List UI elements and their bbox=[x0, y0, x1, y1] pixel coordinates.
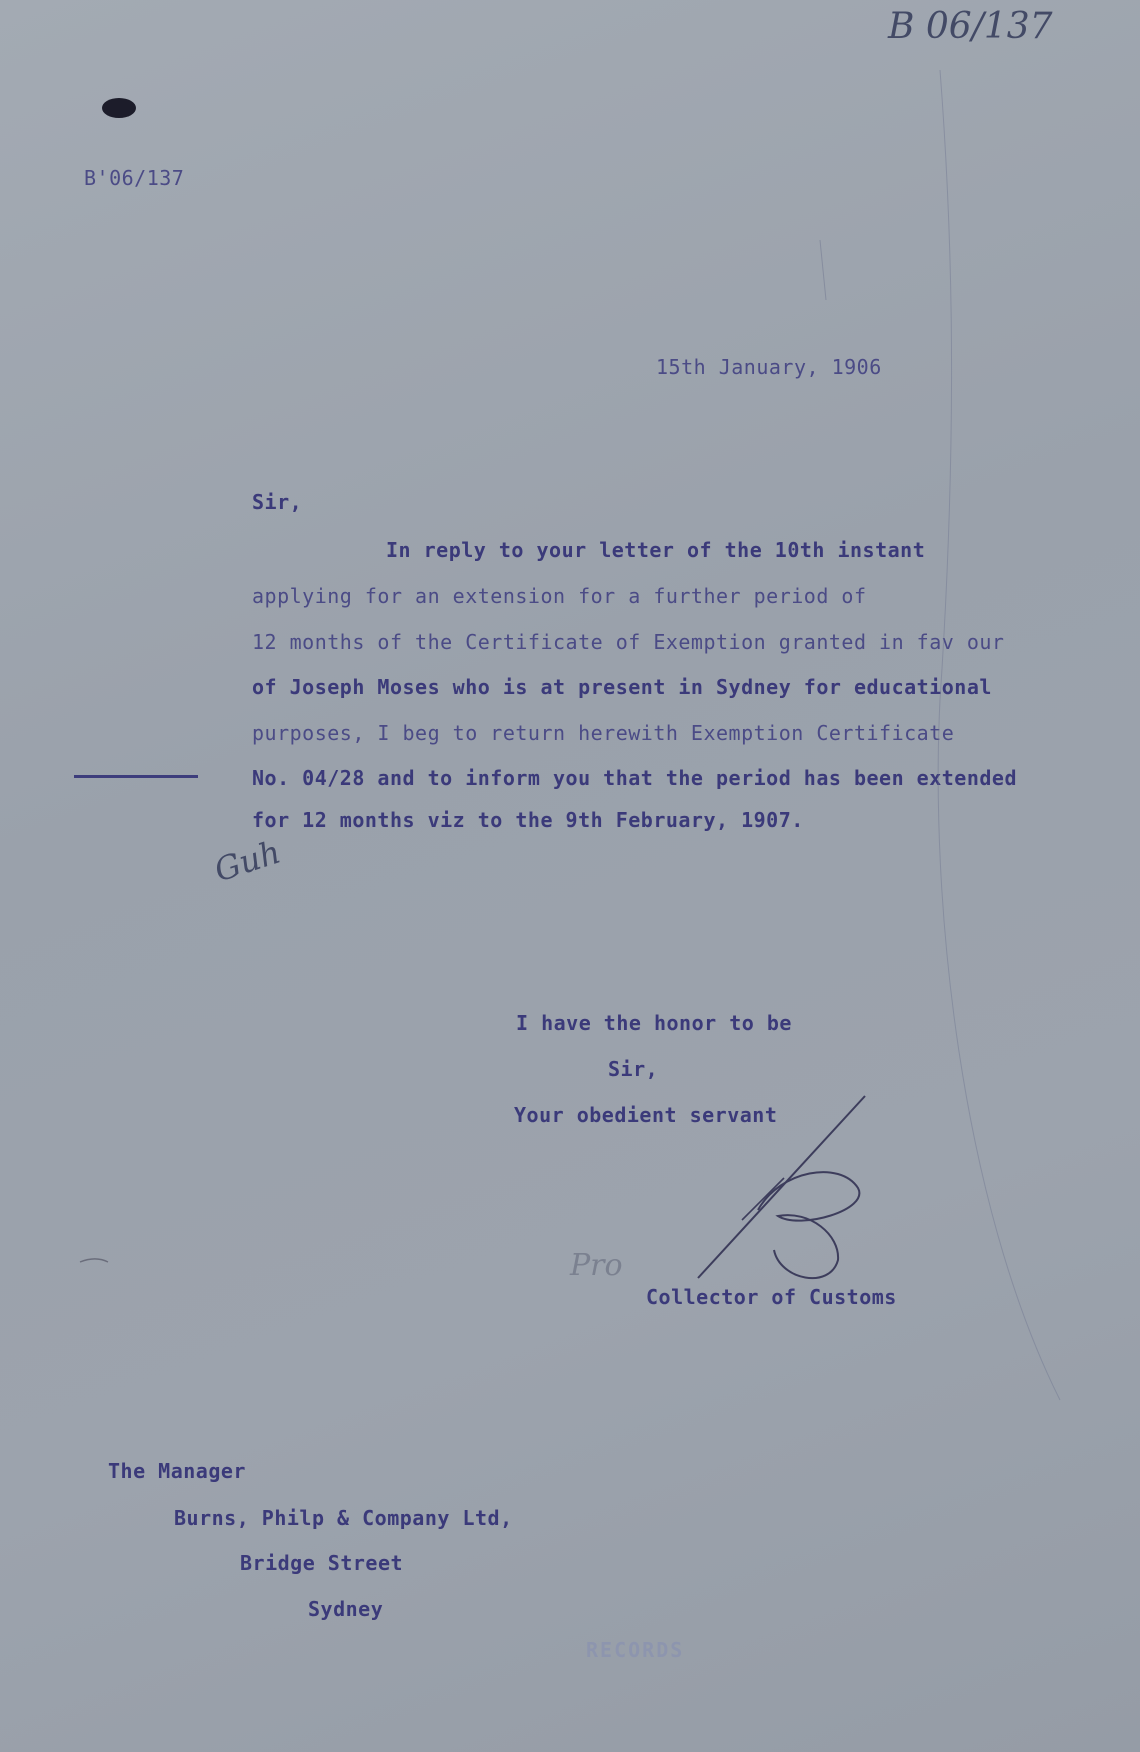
closing-line-1: I have the honor to be bbox=[516, 1011, 792, 1035]
body-line: No. 04/28 and to inform you that the period has been extended bbox=[252, 766, 1018, 790]
handwritten-initials: Guh bbox=[209, 832, 286, 890]
address-line-3: Bridge Street bbox=[240, 1551, 404, 1575]
file-reference: B'06/137 bbox=[84, 166, 185, 190]
signatory-title: Collector of Customs bbox=[646, 1285, 897, 1309]
body-line: In reply to your letter of the 10th instant bbox=[386, 538, 926, 562]
address-line-4: Sydney bbox=[308, 1597, 384, 1621]
body-line: applying for an extension for a further period of bbox=[252, 584, 867, 608]
letter-date: 15th January, 1906 bbox=[656, 355, 882, 379]
address-line-1: The Manager bbox=[108, 1459, 246, 1483]
closing-line-3: Your obedient servant bbox=[514, 1103, 778, 1127]
body-line: 12 months of the Certificate of Exemption granted in fav our bbox=[252, 630, 1005, 654]
handwritten-file-reference: B 06/137 bbox=[888, 6, 1053, 47]
salutation: Sir, bbox=[252, 490, 303, 514]
body-line: for 12 months viz to the 9th February, 1907. bbox=[252, 808, 804, 832]
address-line-2: Burns, Philp & Company Ltd, bbox=[174, 1506, 513, 1530]
body-line: of Joseph Moses who is at present in Sydney for educational bbox=[252, 675, 992, 699]
closing-line-2: Sir, bbox=[608, 1057, 659, 1081]
body-line: purposes, I beg to return herewith Exemption Certificate bbox=[252, 721, 955, 745]
pro-mark: Pro bbox=[570, 1248, 623, 1283]
records-stamp: RECORDS bbox=[586, 1638, 685, 1662]
